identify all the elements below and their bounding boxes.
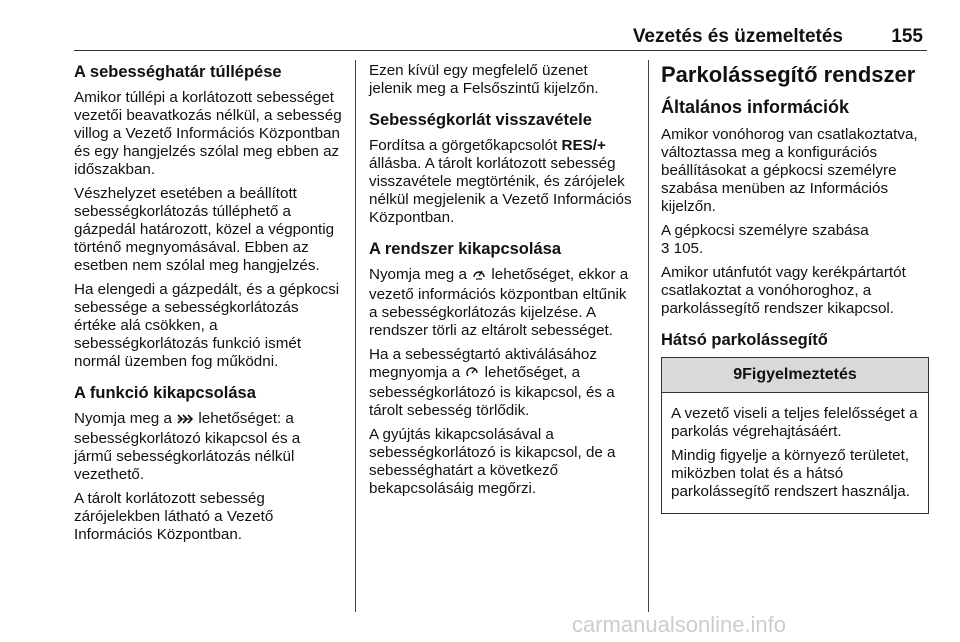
paragraph: Amikor utánfutót vagy kerékpártartót csatlakoztat a vonóhoroghoz, a parkolássegítő rendszer kikapcsol. (661, 264, 906, 317)
paragraph: Amikor vonóhorog van csatlakoztatva, változtassa meg a konfigurációs beállításokat a gépkocsi személyre szabása menüben az Információs kijelzőn. (661, 126, 918, 215)
speed-limiter-icon (472, 267, 486, 286)
column-divider (355, 60, 356, 612)
paragraph: A gyújtás kikapcsolásával a sebességkorlátozó is kikapcsol, de a sebességhatárt a következő bekapcsolásáig megőrzi. (369, 426, 616, 497)
paragraph (369, 266, 634, 340)
watermark: carmanualsonline.info (572, 612, 787, 637)
paragraph (369, 346, 634, 420)
chapter-heading: Parkolássegítő rendszer (661, 62, 916, 87)
section-heading-exceed: A sebességhatár túllépése (74, 63, 282, 81)
paragraph: Amikor túllépi a korlátozott sebességet vezetői beavatkozás nélkül, a sebesség villog a Vezető Információs Központban és egy hangjelzés szólal meg ebben az időszakban. (74, 89, 342, 178)
text: Ha a sebességtartó aktiválásához megnyomja a (369, 346, 597, 381)
paragraph: A tárolt korlátozott sebesség zárójelekben látható a Vezető Információs Központban. (74, 490, 274, 543)
text: Nyomja meg a (369, 266, 467, 283)
column-divider (648, 60, 649, 612)
text: lehetőséget, a sebességkorlátozó is kikapcsol, és a tárolt sebesség törlődik. (369, 364, 615, 419)
cruise-control-icon (465, 365, 479, 384)
warning-title: Figyelmeztetés (742, 366, 857, 383)
column-middle (369, 62, 634, 504)
section-heading-rear-parking: Hátsó parkolássegítő (661, 331, 828, 349)
control-label: RES/+ (561, 137, 606, 154)
text: állásba. A tárolt korlátozott sebesség visszavétele megtörténik, és zárójelek nélkül megjelenik a Vezető Információs Központban. (369, 155, 632, 226)
text: Fordítsa a görgetőkapcsolót (369, 137, 558, 154)
warning-header (662, 358, 928, 393)
column-right (661, 62, 931, 514)
column-left (74, 62, 342, 550)
warning-body (662, 393, 928, 513)
text: Nyomja meg a (74, 410, 172, 427)
speed-limiter-off-icon (177, 412, 193, 430)
paragraph: Mindig figyelje a környező területet, miközben tolat és a hátsó parkolássegítő rendszert használja. (671, 447, 910, 500)
paragraph: Ezen kívül egy megfelelő üzenet jelenik meg a Felsőszintű kijelzőn. (369, 62, 599, 97)
section-heading-resume: Sebességkorlát visszavétele (369, 111, 592, 129)
paragraph (661, 222, 931, 258)
page-header (74, 0, 927, 51)
subheading-general-info: Általános információk (661, 97, 850, 117)
text: lehetőséget, ekkor a vezető információs központban eltűnik a sebességkorlátozás kijelzése. A rendszer törli az eltárolt sebességet. (369, 266, 629, 339)
section-heading-system-off: A rendszer kikapcsolása (369, 240, 561, 258)
paragraph (74, 410, 342, 484)
page-number: 155 (891, 26, 923, 47)
text: A gépkocsi személyre szabása (661, 222, 869, 239)
page-reference: 3 105. (661, 240, 704, 257)
warning-box (661, 357, 929, 514)
text: lehetőséget: a sebességkorlátozó kikapcsol és a jármű sebességkorlátozás nélkül vezethető. (74, 410, 301, 483)
paragraph: A vezető viseli a teljes felelősséget a parkolás végrehajtásáért. (671, 405, 918, 440)
paragraph (369, 137, 634, 227)
warning-icon: 9 (733, 366, 743, 383)
paragraph: Vészhelyzet esetében a beállított sebességkorlátozás túlléphető a gázpedál határozott, közel a végpontig történő megnyomásával. Ebben az esetben nem szólal meg hangjelzés. (74, 185, 335, 274)
header-title: Vezetés és üzemeltetés (632, 26, 843, 47)
section-heading-function-off: A funkció kikapcsolása (74, 384, 256, 402)
paragraph: Ha elengedi a gázpedált, és a gépkocsi sebessége a sebességkorlátozás értéke alá csökken, a sebességkorlátozás funkció ismét normál üzemben fog működni. (74, 281, 340, 370)
